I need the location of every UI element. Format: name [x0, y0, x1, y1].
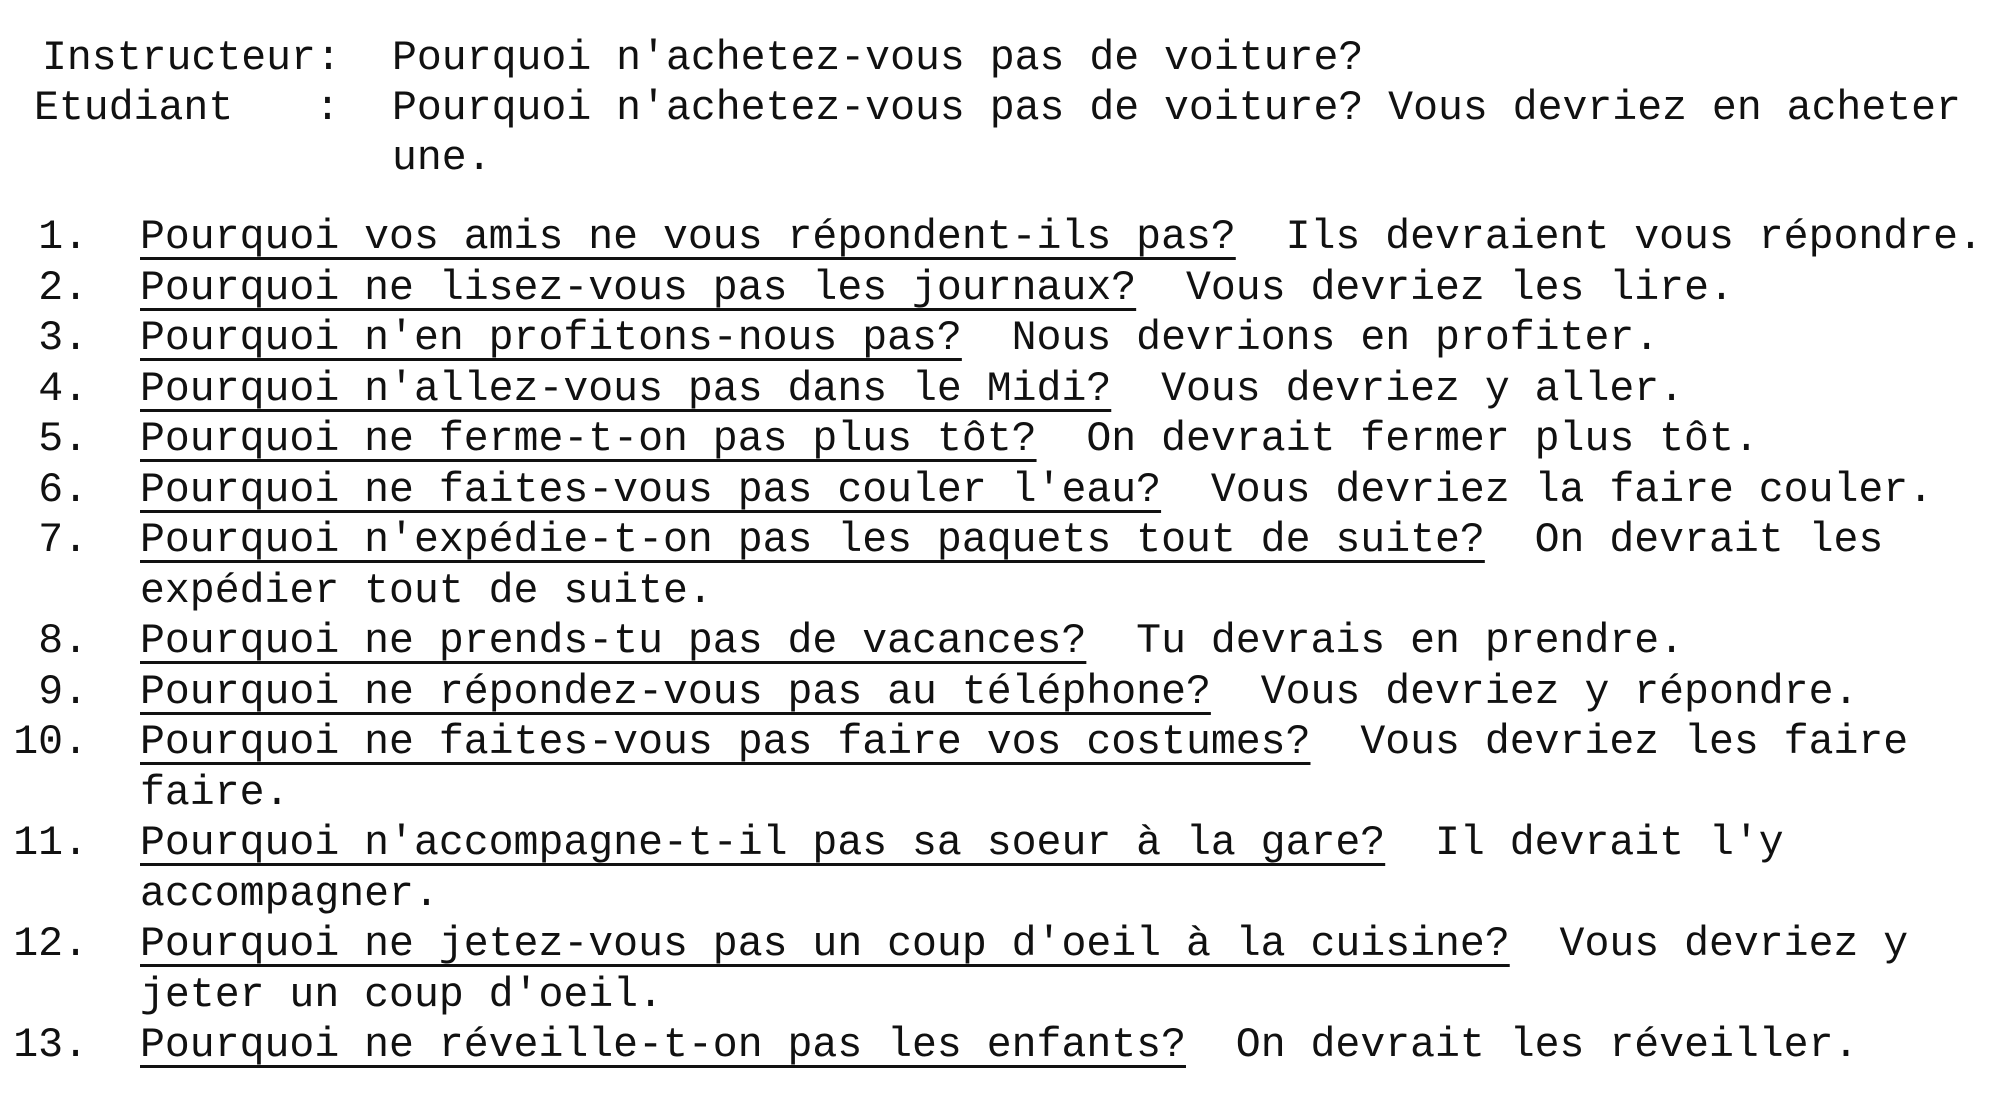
item-answer: Vous devriez les faire faire. — [140, 719, 1909, 817]
item-number: 10. — [13, 719, 88, 766]
item-number: 1. — [38, 214, 88, 261]
item-number: 5. — [38, 416, 88, 463]
item-question: Pourquoi n'accompagne-t-il pas sa soeur à la gare? — [140, 820, 1386, 867]
list-item — [0, 617, 2010, 668]
item-number: 13. — [13, 1022, 88, 1069]
exercise-list — [0, 213, 2010, 1072]
item-number: 2. — [38, 264, 88, 312]
list-item — [0, 718, 2010, 819]
item-answer: On devrait fermer plus tôt. — [1086, 416, 1759, 463]
item-answer: Vous devriez la faire couler. — [1210, 466, 1934, 514]
item-answer: Vous devriez les lire. — [1185, 264, 1734, 312]
list-item — [0, 819, 2010, 920]
student-colon: : — [315, 85, 340, 132]
list-item — [0, 314, 2010, 365]
item-number: 3. — [38, 315, 88, 362]
list-item — [0, 415, 2010, 466]
item-number: 11. — [13, 820, 88, 867]
item-answer: Ils devraient vous répondre. — [1285, 214, 1983, 261]
item-number: 8. — [38, 618, 88, 665]
item-answer: Vous devriez y aller. — [1161, 365, 1685, 413]
item-question: Pourquoi ne faites-vous pas faire vos costumes? — [140, 719, 1311, 766]
item-question: Pourquoi n'expédie-t-on pas les paquets tout de suite? — [140, 517, 1485, 564]
item-question: Pourquoi ne prends-tu pas de vacances? — [140, 618, 1087, 665]
item-answer: Vous devriez y répondre. — [1260, 668, 1859, 716]
item-question: Pourquoi ne jetez-vous pas un coup d'oeil à la cuisine? — [140, 921, 1510, 968]
student-text-line1: Pourquoi n'achetez-vous pas de voiture? Vous devriez en acheter — [392, 85, 1961, 132]
student-row — [0, 84, 2010, 134]
list-item — [0, 365, 2010, 416]
list-item — [0, 264, 2010, 315]
instructor-label: Instructeur: — [42, 35, 341, 82]
item-number: 6. — [38, 466, 88, 514]
list-item — [0, 1021, 2010, 1072]
instructor-row — [0, 34, 2010, 84]
student-row-continued — [0, 134, 2010, 184]
item-answer: On devrait les réveiller. — [1235, 1022, 1859, 1069]
item-answer: Tu devrais en prendre. — [1136, 618, 1685, 665]
instructor-text: Pourquoi n'achetez-vous pas de voiture? — [392, 35, 1364, 82]
item-question: Pourquoi ne ferme-t-on pas plus tôt? — [140, 416, 1037, 463]
list-item — [0, 668, 2010, 719]
item-question: Pourquoi n'en profitons-nous pas? — [140, 315, 962, 362]
item-number: 4. — [38, 365, 88, 413]
item-question: Pourquoi ne faites-vous pas couler l'eau? — [140, 466, 1162, 514]
item-answer: Vous devriez y jeter un coup d'oeil. — [140, 921, 1909, 1019]
item-answer: Nous devrions en profiter. — [1011, 315, 1660, 362]
list-item — [0, 466, 2010, 517]
item-question: Pourquoi vos amis ne vous répondent-ils pas? — [140, 214, 1236, 261]
item-question: Pourquoi ne réveille-t-on pas les enfants? — [140, 1022, 1186, 1069]
item-question: Pourquoi ne répondez-vous pas au téléphone? — [140, 668, 1211, 716]
item-number: 7. — [38, 517, 88, 564]
model-example — [0, 34, 2010, 184]
item-answer: Il devrait l'y accompagner. — [140, 820, 1784, 918]
student-text-line2: une. — [392, 135, 492, 182]
item-answer: On devrait les expédier tout de suite. — [140, 517, 1884, 615]
item-number: 12. — [13, 921, 88, 968]
item-question: Pourquoi n'allez-vous pas dans le Midi? — [140, 365, 1112, 413]
student-label: Etudiant — [34, 85, 234, 132]
list-item — [0, 213, 2010, 264]
item-number: 9. — [38, 668, 88, 716]
item-question: Pourquoi ne lisez-vous pas les journaux? — [140, 264, 1137, 312]
list-item — [0, 920, 2010, 1021]
list-item — [0, 516, 2010, 617]
